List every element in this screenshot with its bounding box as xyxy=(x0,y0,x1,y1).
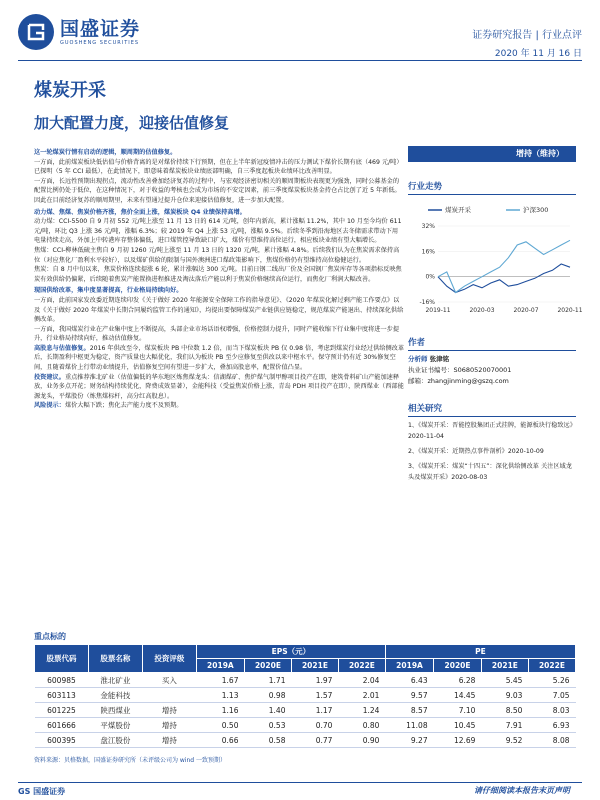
table-cell: 0.66 xyxy=(196,733,244,748)
section-heading: 动力煤、焦煤、焦炭价格齐涨，焦价全面上涨，煤炭板块 Q4 业绩保持高增。 xyxy=(34,208,246,216)
col-header: 2020E xyxy=(434,659,482,673)
col-header: 投资评级 xyxy=(142,645,196,673)
table-cell: 601666 xyxy=(35,718,89,733)
email-label: 邮箱： xyxy=(408,377,428,385)
table-cell: 600395 xyxy=(35,733,89,748)
related-heading: 相关研究 xyxy=(408,402,576,417)
table-cell: 9.27 xyxy=(385,733,433,748)
col-header: 股票代码 xyxy=(35,645,89,673)
table-cell: 8.03 xyxy=(528,703,575,718)
section-heading: 这一轮煤炭行情有启动的逻辑，顺周期的估值修复。 xyxy=(34,149,177,156)
logo-en-text: GUOSHENG SECURITIES xyxy=(60,40,140,46)
table-cell xyxy=(142,688,196,703)
paragraph: 一方面，长远性预期出现拐点，流动性改善叠加经济复苏的过程中，与宏观经济密切相关的顺周期板块表现更为强劲，同时公募基金的配置比例仍处于低位，在这种情况下，对于收益的考核也会成为市场的不安定因素，前三季度煤炭板块基金持仓占比创了近 5 年新低。因此在目前经济复苏的顺周期里，未来有望通过提升仓位来迎接估值修复，进一步加大配置。 xyxy=(34,177,401,204)
email-link[interactable]: zhangjinming@gszq.com xyxy=(427,377,509,385)
table-cell: 9.52 xyxy=(481,733,528,748)
table-cell: 淮北矿业 xyxy=(88,673,142,688)
table-cell: 6.28 xyxy=(434,673,482,688)
table-cell: 6.93 xyxy=(528,718,575,733)
trend-heading: 行业走势 xyxy=(408,180,576,195)
table-row xyxy=(35,733,576,748)
report-body xyxy=(34,146,404,411)
table-cell: 600985 xyxy=(35,673,89,688)
table-row xyxy=(35,688,576,703)
table-cell: 8.50 xyxy=(481,703,528,718)
table-cell: 0.58 xyxy=(244,733,291,748)
table-row xyxy=(35,718,576,733)
table-cell: 0.53 xyxy=(244,718,291,733)
table-cell: 11.08 xyxy=(385,718,433,733)
table-cell: 1.13 xyxy=(196,688,244,703)
table-cell: 9.03 xyxy=(481,688,528,703)
table-cell: 1.16 xyxy=(196,703,244,718)
table-cell: 盘江股份 xyxy=(88,733,142,748)
table-cell: 8.08 xyxy=(528,733,575,748)
table-cell: 陕西煤业 xyxy=(88,703,142,718)
paragraph: 一方面，此前国家发改委近期连续印发《关于做好 2020 年能源安全保障工作的指导意见》、《2020 年煤炭化解过剩产能工作要点》以及《关于做好 2020 年煤炭中长期合同履约监管工作的通知》，均提出要保障煤炭产业链供应链稳定，规范煤炭产能退出、持续深化供给侧改革。 xyxy=(34,296,404,324)
cert-row xyxy=(408,365,576,376)
inline-heading: 风险提示： xyxy=(34,402,65,410)
analyst-name: 张津铭 xyxy=(429,355,450,363)
report-type: 证券研究报告 | 行业点评 xyxy=(472,30,582,41)
related-item[interactable]: 3、《煤炭开采：煤炭“十四五”：深化供给侧改革 关注区域龙头及煤炭开采》2020-08-03 xyxy=(408,463,572,481)
logo xyxy=(18,14,140,50)
table-row xyxy=(35,673,576,688)
page-subtitle: 加大配置力度，迎接估值修复 xyxy=(34,114,230,132)
paragraph: 焦炭：自 8 月中旬以来，焦炭价格连续提涨 6 轮，累计涨幅达 300 元/吨。目前日钢二线出厂价及全国钢厂焦炭库存等各项指标反映焦炭有效供给仍偏紧，后续随着焦炭产能置换进程推进及淘汰落后产能以利于焦炭价格继续高位运行，而焦化厂利润大幅改善。 xyxy=(34,266,402,283)
table-cell: 5.26 xyxy=(528,673,575,688)
section-heading: 现国供给改革，集中度显著提高，行业格局持续向好。 xyxy=(34,287,183,295)
stock-table xyxy=(34,644,576,748)
col-header: 2019A xyxy=(196,659,244,673)
chart-legend xyxy=(428,205,548,214)
y-tick-label: 0% xyxy=(425,273,435,281)
paragraph xyxy=(34,344,404,373)
group-header-pe: PE xyxy=(385,645,575,659)
paragraph xyxy=(34,401,404,411)
cert-number: S0680520070001 xyxy=(453,366,512,374)
author-heading: 作者 xyxy=(408,336,576,351)
x-tick-label: 2020-07 xyxy=(513,307,539,314)
table-cell: 14.45 xyxy=(434,688,482,703)
paragraph: 一方面，我国煤炭行业在产业集中度上不断提高，头部企业市场话语权增强，价格控制力提升，同时产能收缩下行业集中度将进一步提升，行业格局持续向好，推动估值修复。 xyxy=(34,325,400,343)
table-cell: 1.40 xyxy=(244,703,291,718)
logo-mark-icon xyxy=(18,14,54,50)
table-cell: 1.57 xyxy=(291,688,338,703)
group-header-eps: EPS（元） xyxy=(196,645,385,659)
table-cell: 增持 xyxy=(142,718,196,733)
table-cell: 买入 xyxy=(142,673,196,688)
footer-divider xyxy=(18,782,582,783)
table-cell: 0.90 xyxy=(338,733,385,748)
paragraph-text: 重点推荐淮北矿业（估值偏低的华东地区炼焦煤龙头：信湖煤矿、焦炉煤气制甲醇项目投产在即，建筑骨料矿山产能加速释放，业务多点开花；财务结构持续优化，降费成效显著），金能科技（受益焦炭价格上涨，青岛 PDH 项目投产在即），陕西煤业（西部能源龙头，平煤股份（炼焦煤标杆，高分红高股息）。 xyxy=(34,373,404,400)
related-item[interactable]: 1、《煤炭开采：晋能控股集团正式挂牌，能源板块行稳致远》2020-11-04 xyxy=(408,422,576,440)
table-cell: 2.01 xyxy=(338,688,385,703)
col-header: 2019A xyxy=(385,659,433,673)
analyst-row xyxy=(408,354,576,365)
table-title: 重点标的 xyxy=(34,632,66,641)
related-item[interactable]: 2、《煤炭开采：近期热点事件剖析》2020-10-09 xyxy=(408,448,544,455)
logo-text: 国盛证券 xyxy=(60,18,141,40)
col-header: 2022E xyxy=(528,659,575,673)
paragraph-text: 2016 年供改至今，煤炭板块 PB 中位数 1.2 倍，而当下煤炭板块 PB 仅 0.98 倍，考虑到煤炭行业经过供给侧改革后，长期盈利中枢更为稳定，资产质量也大幅优化，我们认为板块 PB 至少应修复至供改以来中枢水平。保守预计仍有近 30%修复空间，且随着煤价上行带动业绩提升，估值修复空间有望进一步扩大，叠加高股息率，配置价值凸显。 xyxy=(34,344,405,372)
table-cell: 0.70 xyxy=(291,718,338,733)
analyst-label: 分析师 xyxy=(408,355,428,363)
table-cell: 0.80 xyxy=(338,718,385,733)
paragraph: 焦煤：CCI-柳林低硫主焦自 9 月初 1260 元/吨上涨至 11 月 13 日的 1320 元/吨，累计涨幅 4.8%。后续我们认为在焦炭需求保持高位（对应焦化厂盈利水平较好），以及煤矿供给的限制与国外澳洲进口煤政策影响下，焦煤价格仍有望维持高位稳健运行。 xyxy=(34,246,400,264)
col-header: 2021E xyxy=(291,659,338,673)
table-cell: 增持 xyxy=(142,733,196,748)
paragraph xyxy=(34,373,404,402)
inline-heading: 投资建议。 xyxy=(34,373,65,381)
col-header: 2022E xyxy=(338,659,385,673)
y-tick-label: 16% xyxy=(421,248,435,256)
related-list xyxy=(408,420,576,487)
table-cell: 0.50 xyxy=(196,718,244,733)
table-cell: 5.45 xyxy=(481,673,528,688)
legend-label: 沪深300 xyxy=(523,206,549,214)
series-line xyxy=(438,240,570,292)
author-info xyxy=(408,354,576,387)
table-cell: 601225 xyxy=(35,703,89,718)
table-cell: 12.69 xyxy=(434,733,482,748)
paragraph: 一方面，此前煤炭板块低估值与价格背离的是对煤价持续下行预期，但在上半年新冠疫情冲击的压力测试下煤价长期有底（469 元/吨）已探明（5 年 CCI 最低），在此情况下，即意味着煤炭板块业绩底部明确，自三季度起板块业绩环比改善明显。 xyxy=(34,158,403,176)
legend-label: 煤炭开采 xyxy=(445,206,471,214)
table-cell: 金能科技 xyxy=(88,688,142,703)
table-cell: 1.17 xyxy=(291,703,338,718)
series-line xyxy=(438,264,570,293)
table-cell: 2.04 xyxy=(338,673,385,688)
table-cell: 1.71 xyxy=(244,673,291,688)
page-title: 煤炭开采 xyxy=(34,80,106,101)
table-source: 资料来源：贝格数据，国盛证券研究所（未评级公司为 wind 一致预期） xyxy=(34,757,227,764)
x-tick-label: 2020-03 xyxy=(469,307,495,314)
table-cell: 9.57 xyxy=(385,688,433,703)
paragraph-text: 煤价大幅下跌；焦化去产能力度不及预期。 xyxy=(64,402,183,410)
x-tick-label: 2019-11 xyxy=(425,307,451,314)
footer-notice: 请仔细阅读本报告末页声明 xyxy=(474,786,570,795)
page-footer xyxy=(0,776,600,800)
table-cell: 0.98 xyxy=(244,688,291,703)
cert-label: 执业证书编号： xyxy=(408,366,454,374)
report-date: 2020 年 11 月 16 日 xyxy=(494,49,582,59)
inline-heading: 高股息与估值修复。 xyxy=(34,344,90,352)
table-cell: 1.97 xyxy=(291,673,338,688)
table-cell: 7.10 xyxy=(434,703,482,718)
table-cell: 增持 xyxy=(142,703,196,718)
col-header: 股票名称 xyxy=(88,645,142,673)
table-row xyxy=(35,703,576,718)
table-cell: 8.57 xyxy=(385,703,433,718)
table-cell: 6.43 xyxy=(385,673,433,688)
col-header: 2020E xyxy=(244,659,291,673)
table-cell: 10.45 xyxy=(434,718,482,733)
table-cell: 603113 xyxy=(35,688,89,703)
paragraph: 动力煤：CCI-5500 自 9 月初 552 元/吨上涨至 11 月 13 日的 614 元/吨，创年内新高，累计涨幅 11.2%，其中 10 月至今均价 611 元/吨，环比 Q3 上涨 36 元/吨，涨幅 6.3%；较 2019 年 Q4 上涨 53 元/吨，涨幅 9.5%。后续冬季到沿海地区去冬储需求带动下用电量持续走高，外加上中转港库存整体偏低，进口煤管控导致缺口扩大，煤价有望维持高位运行，相应板块业绩有望大幅增长。 xyxy=(34,218,402,245)
rating-badge: 增持（维持） xyxy=(408,146,576,162)
col-header: 2021E xyxy=(481,659,528,673)
header-divider xyxy=(18,60,582,61)
table-cell: 1.67 xyxy=(196,673,244,688)
table-cell: 1.24 xyxy=(338,703,385,718)
y-tick-label: 32% xyxy=(421,223,435,230)
y-tick-label: -16% xyxy=(419,299,435,306)
table-cell: 7.05 xyxy=(528,688,575,703)
footer-logo: GS 国盛证券 xyxy=(18,787,66,796)
table-cell: 平煤股份 xyxy=(88,718,142,733)
email-row xyxy=(408,376,576,387)
page-header xyxy=(0,0,600,66)
table-cell: 0.77 xyxy=(291,733,338,748)
table-cell: 7.91 xyxy=(481,718,528,733)
x-tick-label: 2020-11 xyxy=(557,307,583,314)
trend-chart xyxy=(408,202,583,324)
